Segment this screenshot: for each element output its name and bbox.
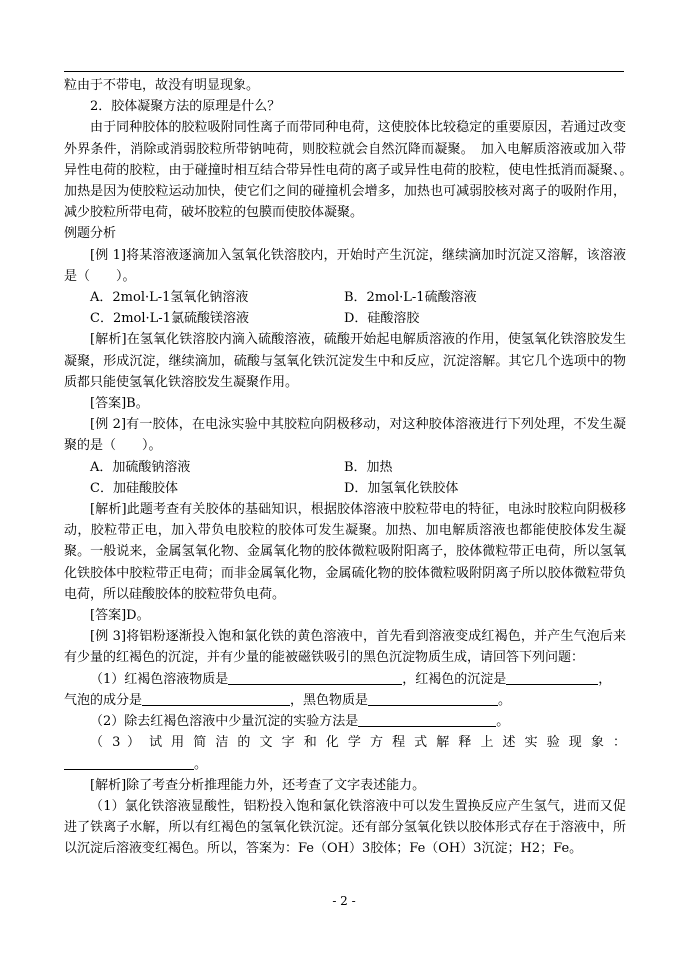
blank-explanation[interactable] bbox=[64, 755, 194, 770]
example-2-answer: [答案]D。 bbox=[90, 608, 150, 624]
sub1-text-c: ， bbox=[598, 671, 612, 687]
example-1-option-b: B．2mol·L-1硫酸溶液 bbox=[344, 290, 477, 306]
example-2-option-d: D．加氢氧化铁胶体 bbox=[344, 480, 459, 496]
example-1-options bbox=[64, 287, 626, 329]
page-number: - 2 - bbox=[332, 894, 356, 908]
answer-2: 由于同种胶体的胶粒吸附同性离子而带同种电荷，这使胶体比较稳定的重要原因，若通过改变外界条件，消除或消弱胶粒所带钠吨荷，则胶粒就会自然沉降而凝聚。 加入电解质溶液或加入带异性电荷的胶粒，由于碰撞时相互结合带异性电荷的离子或异性电荷的胶粒，使电性抵消而凝聚、。 加热是因为使胶粒运动加快，使它们之间的碰撞机会增多，加热也可减弱胶核对离子的吸附作用，减少胶粒所带电荷，破坏胶粒的包膜而使胶体凝聚。 bbox=[64, 120, 640, 221]
example-3-analysis-1: （1）氯化铁溶液显酸性，铝粉投入饱和氯化铁溶液中可以发生置换反应产生氢气，进而又促进了铁离子水解，所以有红褐色的氢氧化铁沉淀。还有部分氢氧化铁以胶体形式存在于溶液中，所以沉淀后溶液变红褐色。所以，答案为：Fe（OH）3胶体；Fe（OH）3沉淀；H2；Fe。 bbox=[64, 798, 626, 857]
example-2-option-b: B．加热 bbox=[344, 459, 393, 475]
example-3-analysis: [解析]除了考查分析推理能力外，还考查了文字表述能力。 bbox=[90, 777, 426, 793]
example-2-option-c: C．加硅酸胶体 bbox=[90, 480, 178, 496]
paragraph-continuation: 粒由于不带电，故没有明显现象。 bbox=[64, 78, 260, 93]
blank-bubble-gas[interactable] bbox=[142, 691, 290, 706]
example-1-option-c: C．2mol·L-1氯硫酸镁溶液 bbox=[90, 311, 249, 327]
example-2-option-a: A．加硫酸钠溶液 bbox=[90, 459, 191, 475]
blank-method[interactable] bbox=[358, 712, 496, 727]
example-3-question: [例 3]将铝粉逐渐投入饱和氯化铁的黄色溶液中，首先看到溶液变成红褐色，并产生气泡后来有少量的红褐色的沉淀，并有少量的能被磁铁吸引的黑色沉淀物质生成，请回答下列问题： bbox=[64, 629, 626, 666]
blank-red-solution[interactable] bbox=[228, 670, 402, 685]
blank-black-substance[interactable] bbox=[368, 691, 498, 706]
sub1-text-b: ，红褐色的沉淀是 bbox=[402, 671, 507, 687]
sub1-text-e: ，黑色物质是 bbox=[290, 692, 369, 708]
section-heading: 例题分析 bbox=[64, 226, 117, 242]
example-1-option-d: D．硅酸溶胶 bbox=[344, 311, 420, 327]
sub1-text-a: （1）红褐色溶液物质是 bbox=[90, 671, 229, 687]
header-rule bbox=[64, 71, 624, 72]
example-2-options bbox=[64, 457, 626, 499]
example-3-subquestion-2 bbox=[64, 711, 626, 732]
sub1-text-f: 。 bbox=[498, 692, 512, 708]
blank-red-precipitate[interactable] bbox=[506, 670, 598, 685]
sub2-text-b: 。 bbox=[496, 714, 510, 730]
question-2: 2．胶体凝聚方法的原理是什么？ bbox=[90, 99, 281, 115]
sub2-text-a: （2）除去红褐色溶液中少量沉淀的实验方法是 bbox=[90, 714, 359, 730]
example-3-subquestion-1 bbox=[64, 669, 626, 690]
sub1-text-d: 气泡的成分是 bbox=[64, 692, 143, 708]
sub3-text-b: 。 bbox=[194, 756, 208, 772]
example-1-analysis: [解析]在氢氧化铁溶胶内滴入硫酸溶液，硫酸开始起电解质溶液的作用，使氢氧化铁溶胶发生凝聚，形成沉淀，继续滴加，硫酸与氢氧化铁沉淀发生中和反应，沉淀溶解。其它几个选项中的物质都只能使氢氧化铁溶胶发生凝聚作用。 bbox=[64, 332, 626, 390]
page-content bbox=[64, 75, 640, 860]
example-1-question: [例 1]将某溶液逐滴加入氢氧化铁溶胶内，开始时产生沉淀，继续滴加时沉淀又溶解，该溶液是（ ）。 bbox=[64, 247, 626, 284]
example-1-option-a: A．2mol·L-1氢氧化钠溶液 bbox=[90, 290, 249, 306]
example-2-analysis: [解析]此题考查有关胶体的基础知识，根据胶体溶液中胶粒带电的特征，电泳时胶粒向阴极移动，胶粒带正电，加入带负电胶粒的胶体可发生凝聚。加热、加电解质溶液也都能使胶体发生凝聚。一般说来，金属氢氧化物、金属氧化物的胶体微粒吸附阳离子，胶体微粒带正电荷，所以氢氧化铁胶体中胶粒带正电荷；而非金属氧化物，金属硫化物的胶体微粒吸附阴离子所以胶体微粒带负电荷，所以硅酸胶体的胶粒带负电荷。 bbox=[64, 502, 626, 602]
example-2-question: [例 2]有一胶体，在电泳实验中其胶粒向阴极移动，对这种胶体溶液进行下列处理，不发生凝聚的是（ ）。 bbox=[64, 417, 626, 454]
example-3-subquestion-3: （ 3 ） 试 用 简 洁 的 文 字 和 化 学 方 程 式 解 释 上 述 实 验 现 象 ： bbox=[90, 735, 626, 751]
example-3-subquestion-1-line2 bbox=[64, 690, 626, 711]
example-1-answer: [答案]B。 bbox=[90, 396, 149, 412]
example-3-subquestion-3-line2 bbox=[64, 754, 626, 775]
